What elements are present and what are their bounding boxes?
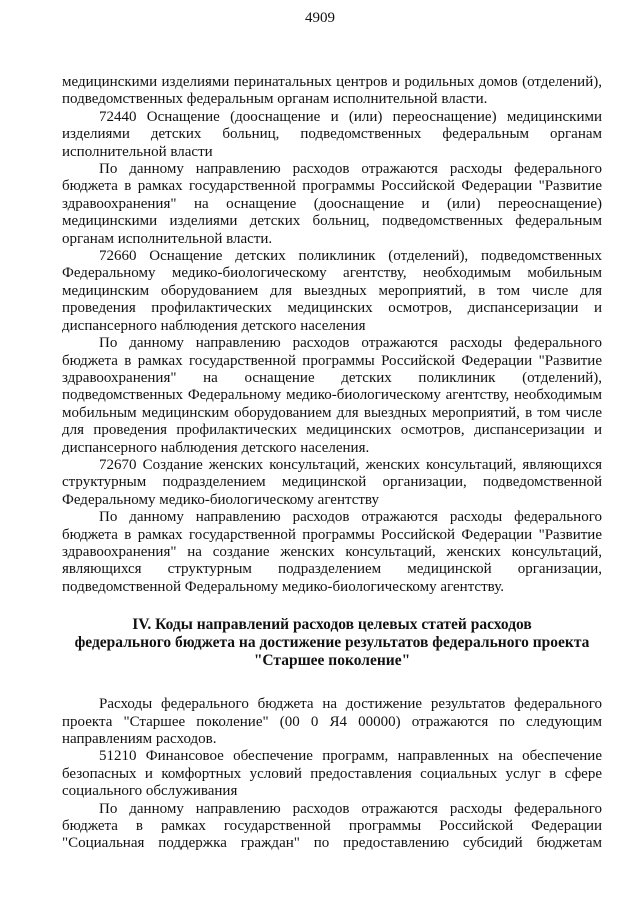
section-heading-line-1: IV. Коды направлений расходов целевых статей расходов: [132, 616, 532, 634]
paragraph-code-72660: 72660 Оснащение детских поликлиник (отделений), подведомственных Федеральному медико-биологическому агентству, необходимым мобильным медицинским оборудованием для выездных мероприятий, в том числе для проведения профилактических медицинских осмотров, диспансеризации и диспансерного наблюдения детского населения: [62, 248, 602, 334]
paragraph-code-72440: 72440 Оснащение (дооснащение и (или) переоснащение) медицинскими изделиями детских больниц, подведомственных федеральным органам исполнительной власти: [62, 108, 602, 160]
document-body: [62, 74, 602, 853]
paragraph-continuation: медицинскими изделиями перинатальных центров и родильных домов (отделений), подведомственных федеральным органам исполнительной власти.: [62, 74, 602, 108]
section-heading-line-2: федерального бюджета на достижение результатов федерального проекта: [74, 634, 590, 652]
section-heading-line-3: "Старшее поколение": [253, 652, 411, 670]
paragraph-code-72670: 72670 Создание женских консультаций, женских консультаций, являющихся структурным подразделением медицинской организации, подведомственной Федеральному медико-биологическому агентству: [62, 456, 602, 508]
paragraph-section-intro: Расходы федерального бюджета на достижение результатов федерального проекта "Старшее поколение" (00 0 Я4 00000) отражаются по следующим направлениям расходов.: [62, 696, 602, 747]
paragraph-code-51210: 51210 Финансовое обеспечение программ, направленных на обеспечение безопасных и комфортных условий предоставления социальных услуг в сфере социального обслуживания: [62, 748, 602, 800]
section-heading: [62, 616, 602, 670]
page-number: 4909: [305, 10, 335, 26]
paragraph-51210-description: По данному направлению расходов отражаются расходы федерального бюджета в рамках государственной программы Российской Федерации "Социальная поддержка граждан" по предоставлению субсидий бюджетам: [62, 800, 602, 852]
paragraph-72440-description: По данному направлению расходов отражаются расходы федерального бюджета в рамках государственной программы Российской Федерации "Развитие здравоохранения" на оснащение (дооснащение и (или) переоснащение) медицинскими изделиями детских больниц, подведомственных федеральным органам исполнительной власти.: [62, 161, 602, 247]
paragraph-72660-description: По данному направлению расходов отражаются расходы федерального бюджета в рамках государственной программы Российской Федерации "Развитие здравоохранения" на оснащение детских поликлиник (отделений), подведомственных Федеральному медико-биологическому агентству, необходимым мобильным медицинским оборудованием для выездных мероприятий, в том числе для проведения профилактических медицинских осмотров, диспансеризации и диспансерного наблюдения детского населения.: [62, 335, 602, 456]
paragraph-72670-description: По данному направлению расходов отражаются расходы федерального бюджета в рамках государственной программы Российской Федерации "Развитие здравоохранения" на создание женских консультаций, женских консультаций, являющихся структурным подразделением медицинской организации, подведомственной Федеральному медико-биологическому агентству.: [62, 509, 602, 595]
